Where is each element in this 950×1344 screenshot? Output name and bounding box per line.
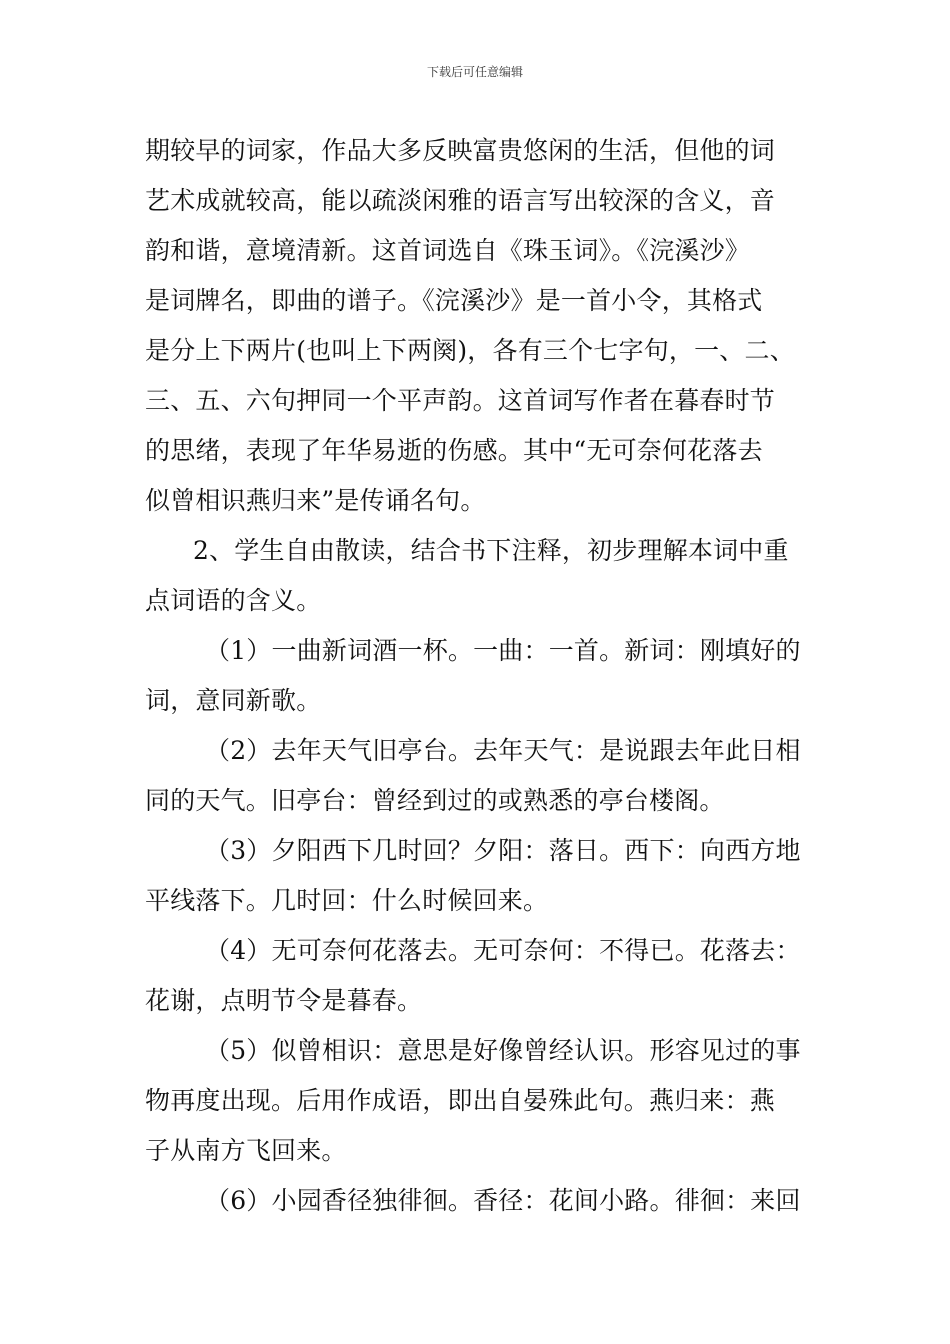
text-line: 的思绪，表现了年华易逝的伤感。其中“无可奈何花落去	[145, 436, 763, 465]
text-line: 韵和谐，意境清新。这首词选自《珠玉词》。《浣溪沙》	[145, 236, 751, 265]
note-item-1: （1）一曲新词酒一杯。一曲：一首。新词：刚填好的	[205, 636, 801, 665]
text-line: 平线落下。几时回：什么时候回来。	[145, 886, 549, 915]
text-line: 同的天气。旧亭台：曾经到过的或熟悉的亭台楼阁。	[145, 786, 725, 815]
text-line: 期较早的词家，作品大多反映富贵悠闲的生活，但他的词	[145, 136, 776, 165]
note-item-6: （6）小园香径独徘徊。香径：花间小路。徘徊：来回	[205, 1186, 801, 1215]
text-line: 是词牌名，即曲的谱子。《浣溪沙》是一首小令，其格式	[145, 286, 763, 315]
text-line: 点词语的含义。	[145, 586, 322, 615]
text-line: 物再度出现。后用作成语，即出自晏殊此句。燕归来：燕	[145, 1086, 776, 1115]
note-item-2: （2）去年天气旧亭台。去年天气：是说跟去年此日相	[205, 736, 801, 765]
text-line: 三、五、六句押同一个平声韵。这首词写作者在暮春时节	[145, 386, 776, 415]
text-line: 似曾相识燕归来”是传诵名句。	[145, 486, 486, 515]
document-body	[145, 126, 810, 1226]
text-line: 艺术成就较高，能以疏淡闲雅的语言写出较深的含义，音	[145, 186, 776, 215]
note-item-4: （4）无可奈何花落去。无可奈何：不得已。花落去：	[205, 936, 801, 965]
text-line: 子从南方飞回来。	[145, 1136, 347, 1165]
text-line: 词，意同新歌。	[145, 686, 322, 715]
note-item-3: （3）夕阳西下几时回？夕阳：落日。西下：向西方地	[205, 836, 801, 865]
text-line: 是分上下两片(也叫上下两阕)，各有三个七字句，一、二、	[145, 336, 795, 365]
text-line: 花谢，点明节令是暮春。	[145, 986, 423, 1015]
paragraph-start-line: 2、学生自由散读，结合书下注释，初步理解本词中重	[193, 536, 789, 565]
page-header: 下载后可任意编辑	[426, 65, 523, 79]
note-item-5: （5）似曾相识：意思是好像曾经认识。形容见过的事	[205, 1036, 801, 1065]
